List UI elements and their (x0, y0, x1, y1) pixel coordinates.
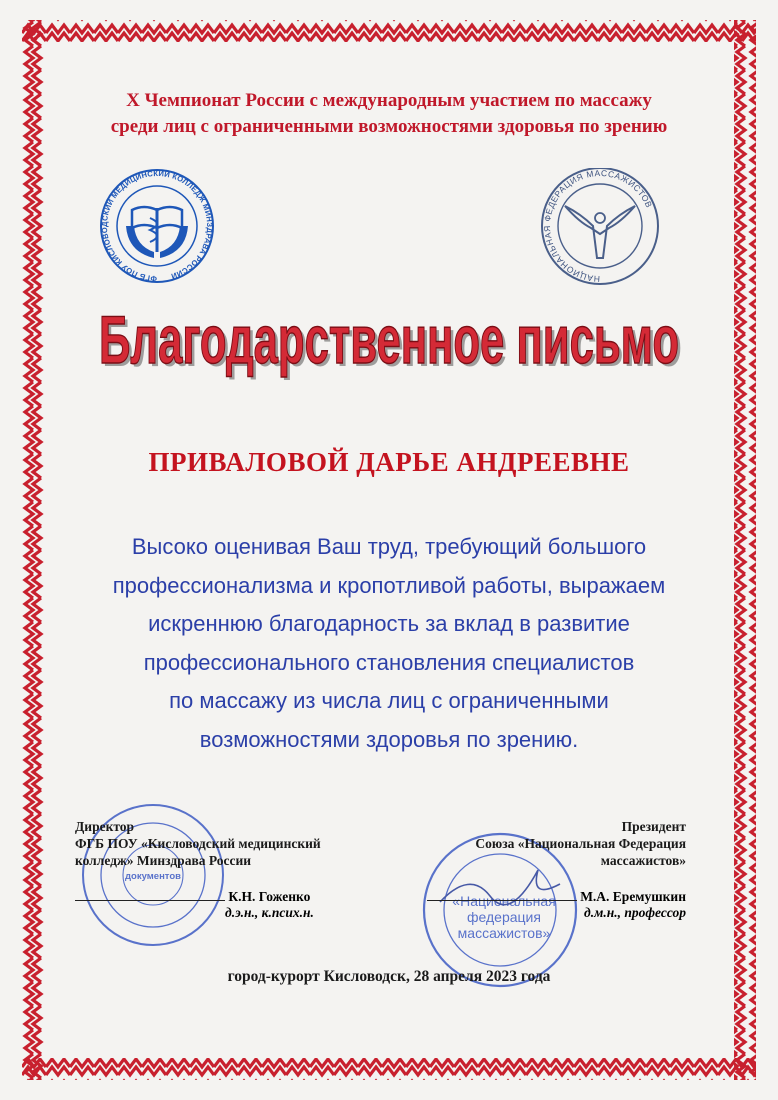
header-line-1: X Чемпионат России с международным участием по массажу (126, 90, 652, 111)
body-line-3: искреннюю благодарность за вклад в развитие (148, 611, 630, 636)
stamp-right-line-1: «Национальная (452, 893, 556, 909)
right-signature-line (408, 888, 686, 921)
right-org-line-2: массажистов» (600, 853, 686, 868)
place-and-date: город-курорт Кисловодск, 28 апреля 2023 года (227, 968, 551, 985)
right-org-line-1: Союза «Национальная Федерация (475, 836, 686, 851)
left-org-line-2: колледж» Минздрава России (75, 853, 252, 868)
left-underline (75, 888, 225, 901)
recipient-name: ПРИВАЛОВОЙ ДАРЬЕ АНДРЕЕВНЕ (148, 447, 630, 477)
body-line-2: профессионализма и кропотливой работы, выражаем (112, 572, 666, 598)
left-signature-line (75, 888, 375, 921)
body-line-1: Высоко оценивая Ваш труд, требующий большого (131, 534, 647, 559)
stamp-right-line-2: федерация (467, 909, 541, 925)
svg-text:НАЦИОНАЛЬНАЯ ФЕДЕРАЦИЯ МАССАЖИ (542, 168, 654, 284)
college-logo-ring-text: ФГБ ПОУ КИСЛОВОДСКИЙ МЕДИЦИНСКИЙ КОЛЛЕДЖ МИНЗДРАВА РОССИИ (99, 168, 215, 284)
college-logo (92, 168, 222, 286)
title-text: Благодарственное письмо (99, 302, 679, 378)
championship-header (60, 88, 718, 140)
left-role: Директор (75, 819, 135, 834)
right-role: Президент (621, 819, 686, 834)
federation-logo-ring-text: НАЦИОНАЛЬНАЯ ФЕДЕРАЦИЯ МАССАЖИСТОВ (541, 168, 655, 285)
signature-block-left (75, 818, 375, 869)
left-org-line-1: ФГБ ПОУ «Кисловодский медицинский (75, 836, 321, 851)
stamp-left-center: документов (125, 871, 181, 882)
gratitude-text (60, 528, 718, 759)
stamp-right-line-3: массажистов» (457, 925, 551, 941)
body-line-5: по массажу из числа лиц с ограниченными (169, 688, 609, 713)
right-name: М.А. Еремушкин (580, 889, 686, 904)
signature-block-right (400, 818, 686, 869)
left-name: К.Н. Гоженко (228, 889, 311, 904)
body-line-4: профессионального становления специалистов (143, 649, 635, 675)
body-line-6: возможностями здоровья по зрению. (199, 726, 579, 752)
header-line-2: среди лиц с ограниченными возможностями здоровья по зрению (110, 116, 668, 137)
right-underline (427, 888, 577, 901)
title-shadow: Благодарственное письмо (102, 305, 682, 381)
certificate-title (60, 280, 718, 390)
left-degree: д.э.н., к.псих.н. (225, 905, 314, 920)
right-degree: д.м.н., профессор (584, 905, 686, 920)
federation-logo (537, 168, 663, 286)
